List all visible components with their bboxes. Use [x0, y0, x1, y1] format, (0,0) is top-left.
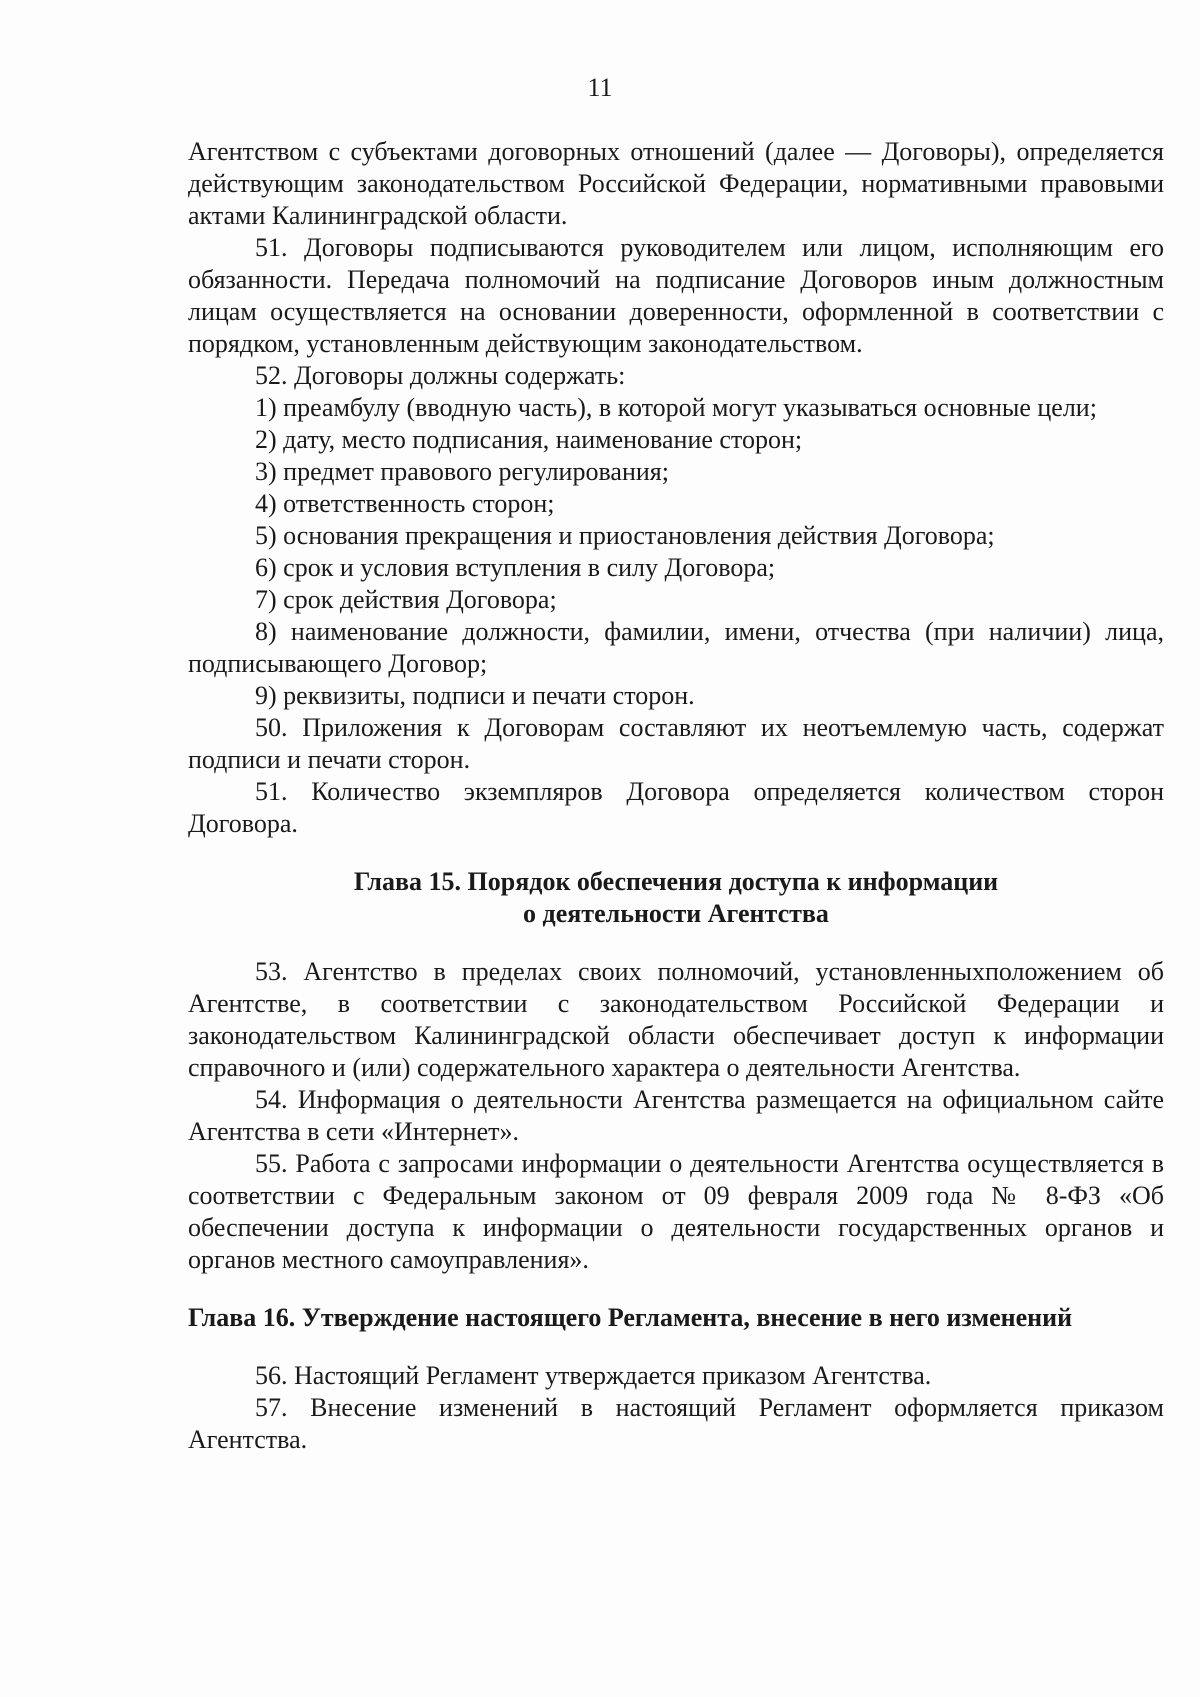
- paragraph-51-copies: 51. Количество экземпляров Договора определяется количеством сторон Договора.: [188, 777, 1164, 838]
- chapter-16-title: Глава 16. Утверждение настоящего Регламента, внесение в него изменений: [188, 1303, 1073, 1332]
- paragraph-54: 54. Информация о деятельности Агентства размещается на официальном сайте Агентства в сети «Интернет».: [188, 1085, 1164, 1146]
- list-item-4: 4) ответственность сторон;: [255, 489, 555, 518]
- chapter-15-title-line2: о деятельности Агентства: [523, 899, 829, 928]
- list-item-1: 1) преамбулу (вводную часть), в которой могут указываться основные цели;: [255, 393, 1097, 422]
- paragraph-50: 50. Приложения к Договорам составляют их неотъемлемую часть, содержат подписи и печати сторон.: [188, 713, 1164, 774]
- list-item-6: 6) срок и условия вступления в силу Договора;: [255, 553, 776, 582]
- paragraph-continuation: Агентством с субъектами договорных отношений (далее — Договоры), определяется действующим законодательством Российской Федерации, нормативными правовыми актами Калининградской области.: [188, 137, 1164, 230]
- paragraph-55: 55. Работа с запросами информации о деятельности Агентства осуществляется в соответствии с Федеральным законом от 09 февраля 2009 года № 8-ФЗ «Об обеспечении доступа к информации о деятельности государственных органов и органов местного самоуправления».: [188, 1149, 1164, 1274]
- paragraph-56: 56. Настоящий Регламент утверждается приказом Агентства.: [255, 1361, 932, 1390]
- list-item-7: 7) срок действия Договора;: [255, 585, 557, 614]
- page-number: 11: [587, 73, 613, 102]
- document-body: [188, 136, 1164, 1456]
- paragraph-57: 57. Внесение изменений в настоящий Регламент оформляется приказом Агентства.: [188, 1393, 1164, 1454]
- chapter-15-title-line1: Глава 15. Порядок обеспечения доступа к информации: [353, 867, 999, 896]
- paragraph-51: 51. Договоры подписываются руководителем или лицом, исполняющим его обязанности. Передача полномочий на подписание Договоров иным должностным лицам осуществляется на основании доверенности, оформленной в соответствии с порядком, установленным действующим законодательством.: [188, 233, 1164, 358]
- list-item-5: 5) основания прекращения и приостановления действия Договора;: [255, 521, 995, 550]
- paragraph-53: 53. Агентство в пределах своих полномочий, установленныхположением об Агентстве, в соответствии с законодательством Российской Федерации и законодательством Калининградской области обеспечивает доступ к информации справочного и (или) содержательного характера о деятельности Агентства.: [188, 957, 1164, 1082]
- paragraph-52: 52. Договоры должны содержать:: [255, 361, 626, 390]
- list-item-8: 8) наименование должности, фамилии, имени, отчества (при наличии) лица, подписывающего Договор;: [188, 617, 1164, 678]
- list-item-3: 3) предмет правового регулирования;: [255, 457, 669, 486]
- list-item-9: 9) реквизиты, подписи и печати сторон.: [255, 681, 695, 710]
- list-item-2: 2) дату, место подписания, наименование сторон;: [255, 425, 803, 454]
